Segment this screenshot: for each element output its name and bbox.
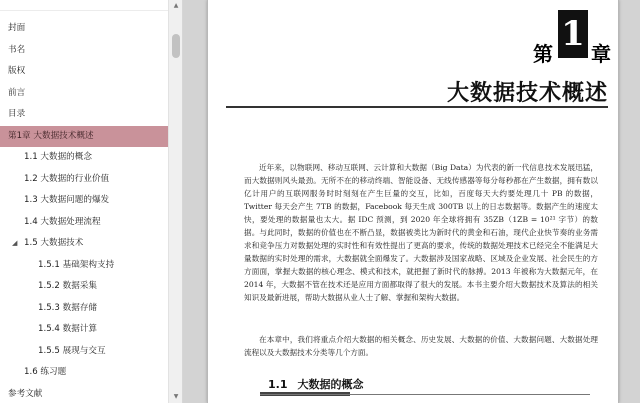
section-title: 大数据的概念	[297, 378, 364, 391]
toc-item[interactable]	[0, 169, 168, 191]
toc-item-label: 前言	[8, 87, 26, 98]
toc-item-label: 封面	[8, 23, 26, 33]
toc-item-label: 1.1 大数据的概念	[24, 152, 92, 162]
toc-item[interactable]	[0, 319, 168, 341]
toc-item[interactable]	[0, 341, 168, 363]
expand-arrow-icon[interactable]: ◢	[12, 239, 18, 247]
toc-item[interactable]	[0, 126, 168, 148]
document-viewer[interactable]	[183, 0, 640, 403]
toc-item[interactable]	[0, 255, 168, 277]
chapter-suffix: 章	[591, 42, 611, 66]
toc-item[interactable]	[0, 298, 168, 320]
scroll-down-icon[interactable]: ▼	[173, 393, 179, 400]
scroll-up-icon[interactable]: ▲	[173, 2, 179, 9]
toc-item-label: 1.5.1 基础架构支持	[38, 259, 115, 270]
toc-scrollbar[interactable]	[168, 0, 183, 403]
toc-item[interactable]	[0, 104, 168, 126]
toc-item[interactable]	[0, 83, 168, 105]
document-page	[207, 0, 619, 403]
chapter-title: 大数据技术概述	[446, 81, 608, 106]
toc-header-strip	[0, 0, 168, 11]
body-paragraph: 在本章中，我们将重点介绍大数据的相关概念、历史发展、大数据的价值、大数据问题、大数据处理流程以及大数据技术分类等几个方面。	[244, 335, 598, 357]
toc-item[interactable]	[0, 40, 168, 62]
toc-item[interactable]	[0, 233, 168, 255]
toc-item[interactable]	[0, 147, 168, 169]
toc-item-label: 1.3 大数据问题的爆发	[24, 195, 110, 205]
chapter-divider	[226, 106, 608, 108]
toc-item[interactable]	[0, 212, 168, 234]
toc-item-label: 参考文献	[8, 388, 43, 399]
toc-item-label: 1.5 大数据技术	[24, 238, 84, 248]
toc-item-label: 1.4 大数据处理流程	[24, 216, 101, 227]
toc-item[interactable]	[0, 384, 168, 403]
toc-item[interactable]	[0, 190, 168, 212]
chapter-prefix: 第	[533, 42, 553, 66]
toc-panel	[0, 0, 183, 403]
toc-item-label: 1.6 练习题	[24, 367, 67, 377]
section-heading-rule	[260, 394, 590, 395]
toc-item-label: 1.2 大数据的行业价值	[24, 173, 110, 184]
toc-item-label: 目录	[8, 109, 26, 119]
toc-list	[0, 18, 168, 403]
toc-item-label: 1.5.2 数据采集	[38, 281, 97, 291]
toc-item-label: 1.5.3 数据存储	[38, 302, 97, 313]
scrollbar-thumb[interactable]	[172, 34, 180, 58]
toc-item[interactable]	[0, 18, 168, 40]
section-number: 1.1	[268, 378, 288, 391]
chapter-number-block: 1	[558, 10, 588, 58]
toc-item[interactable]	[0, 276, 168, 298]
section-heading	[268, 376, 364, 392]
toc-item-label: 第1章 大数据技术概述	[8, 130, 94, 141]
toc-item-label: 1.5.5 展现与交互	[38, 345, 106, 356]
toc-item-label: 版权	[8, 66, 26, 76]
toc-item-label: 书名	[8, 44, 26, 55]
body-paragraph: 近年来，以物联网、移动互联网、云计算和大数据（Big Data）为代表的新一代信息技术发展迅猛，而大数据则风头最劲。无所不在的移动终端、智能设备、无线传感器等每分每秒都在产生数据，拥有数以亿计用户的互联网服务时时刻刻在产生巨量的交互，比如，百度每天大约要处理几十 PB 的数据，Twitter 每天会产生 7TB 的数据，Facebook 每天生成 300TB 以上的日志数据等。数据产生的速度太快，要处理的数据量也太大。据 IDC 预测，到 2020 年全球将拥有 35ZB（1ZB = 10²¹ 字节）的数据。与此同时，数据的价值也在不断凸显，数据被类比为新时代的黄金和石油，现代企业快节奏的业务需求和竞争压力对数据处理的实时性和有效性提出了更高的要求，传统的数据处理技术已经完全不能满足大量数据的实时处理的需求，大数据就全面爆发了。大数据涉及国家战略、区域及企业发展、社会民生的方方面面，掌握大数据的核心理念、模式和技术，就把握了新时代的脉搏。2013 年被称为大数据元年，在 2014 年，大数据不管在技术还是应用方面都取得了很大的发展。本书主要介绍大数据技术及算法的相关知识及最新进展，帮助大数据从业人士了解、掌握和架构大数据。	[244, 163, 598, 302]
toc-item-label: 1.5.4 数据计算	[38, 324, 97, 334]
toc-item[interactable]	[0, 362, 168, 384]
toc-item[interactable]	[0, 61, 168, 83]
